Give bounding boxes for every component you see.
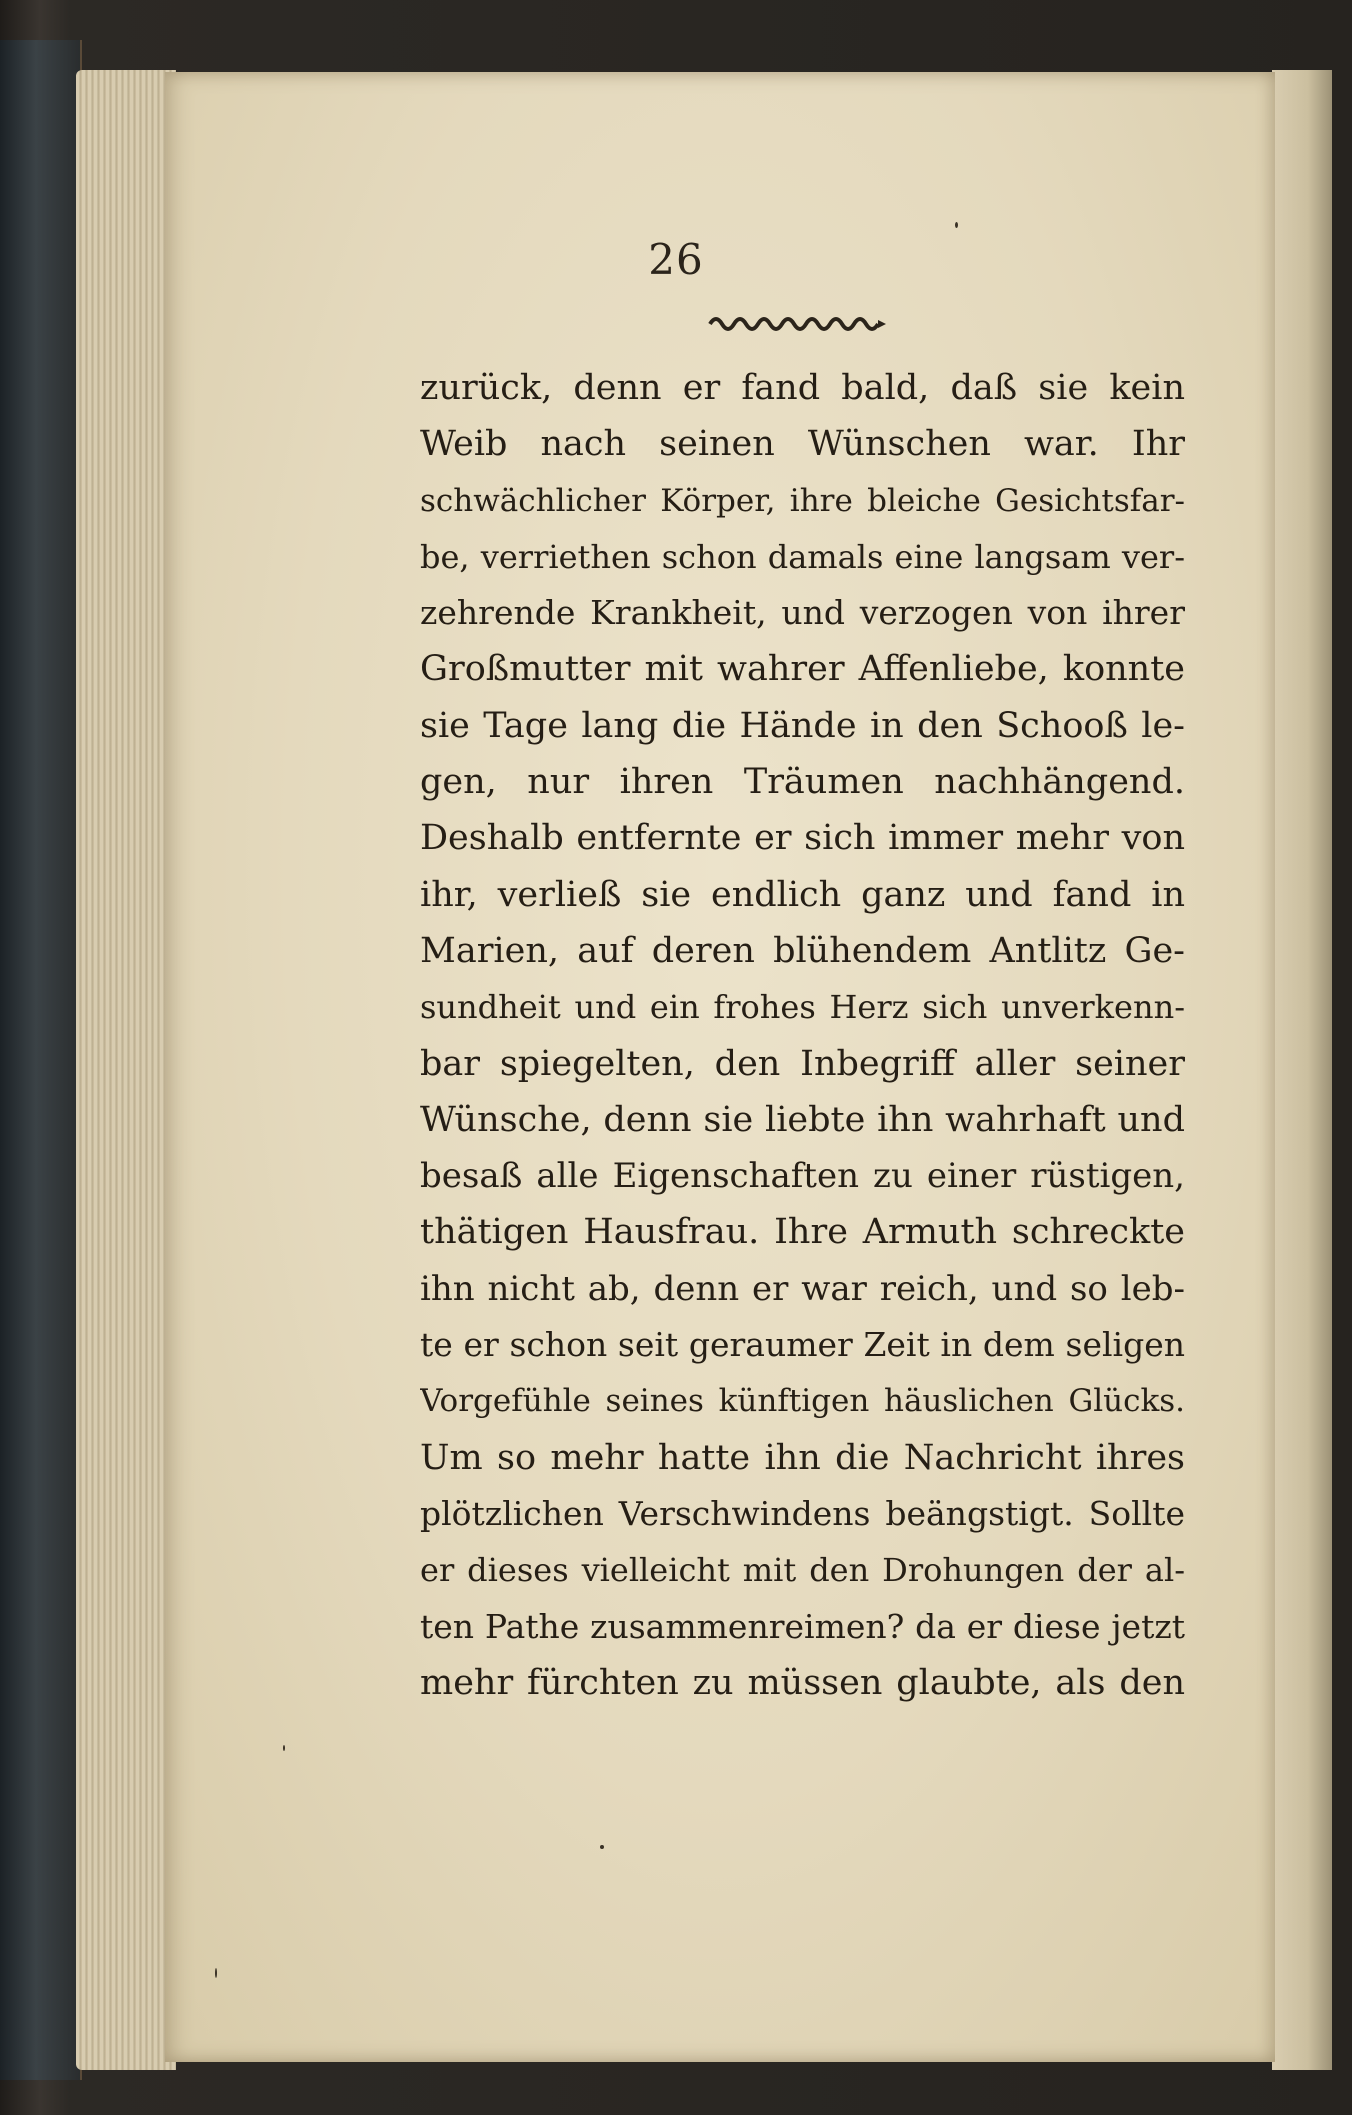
text-line: ihn nicht ab, denn er war reich, und so leb- <box>420 1268 1185 1309</box>
text-line: besaß alle Eigenschaften zu einer rüstigen, <box>420 1156 1185 1197</box>
text-line: mehr fürchten zu müssen glaubte, als den <box>420 1662 1185 1703</box>
text-line: er dieses vielleicht mit den Drohungen der al- <box>420 1551 1185 1590</box>
text-line: Marien, auf deren blühendem Antlitz Ge- <box>420 930 1185 971</box>
book-binding <box>0 40 82 2080</box>
text-line: Großmutter mit wahrer Affenliebe, konnte <box>420 649 1185 690</box>
text-line: ten Pathe zusammenreimen? da er diese jetzt <box>420 1606 1185 1646</box>
body-text <box>420 360 1185 1711</box>
decorative-wave-rule <box>708 310 888 332</box>
paper-speck <box>955 222 958 228</box>
text-line: Deshalb entfernte er sich immer mehr von <box>420 818 1185 859</box>
text-line: zehrende Krankheit, und verzogen von ihrer <box>420 593 1185 633</box>
text-line: be, verriethen schon damals eine langsam ver- <box>420 537 1185 576</box>
left-page-edges <box>76 70 176 2070</box>
text-line: schwächlicher Körper, ihre bleiche Gesichtsfar- <box>420 482 1185 519</box>
text-line: Wünsche, denn sie liebte ihn wahrhaft und <box>420 1099 1185 1140</box>
text-line: Vorgefühle seines künftigen häuslichen Glücks. <box>420 1383 1185 1420</box>
text-line: te er schon seit geraumer Zeit in dem seligen <box>420 1325 1185 1365</box>
paper-speck <box>283 1745 285 1751</box>
text-line: bar spiegelten, den Inbegriff aller seiner <box>420 1043 1185 1084</box>
text-line: Weib nach seinen Wünschen war. Ihr <box>420 424 1185 465</box>
right-page-edge <box>1272 70 1332 2070</box>
page-number: 26 <box>648 235 704 284</box>
text-line: Um so mehr hatte ihn die Nachricht ihres <box>420 1437 1185 1478</box>
paper-speck <box>600 1845 604 1849</box>
text-line: sundheit und ein frohes Herz sich unverkenn- <box>420 988 1185 1027</box>
text-line: zurück, denn er fand bald, daß sie kein <box>420 368 1185 408</box>
text-line: gen, nur ihren Träumen nachhängend. <box>420 762 1185 803</box>
paper-speck <box>215 1968 217 1978</box>
text-line: sie Tage lang die Hände in den Schooß le- <box>420 705 1185 746</box>
text-line: thätigen Hausfrau. Ihre Armuth schreckte <box>420 1212 1185 1253</box>
text-line: ihr, verließ sie endlich ganz und fand in <box>420 874 1185 915</box>
text-line: plötzlichen Verschwindens beängstigt. Sollte <box>420 1493 1185 1533</box>
